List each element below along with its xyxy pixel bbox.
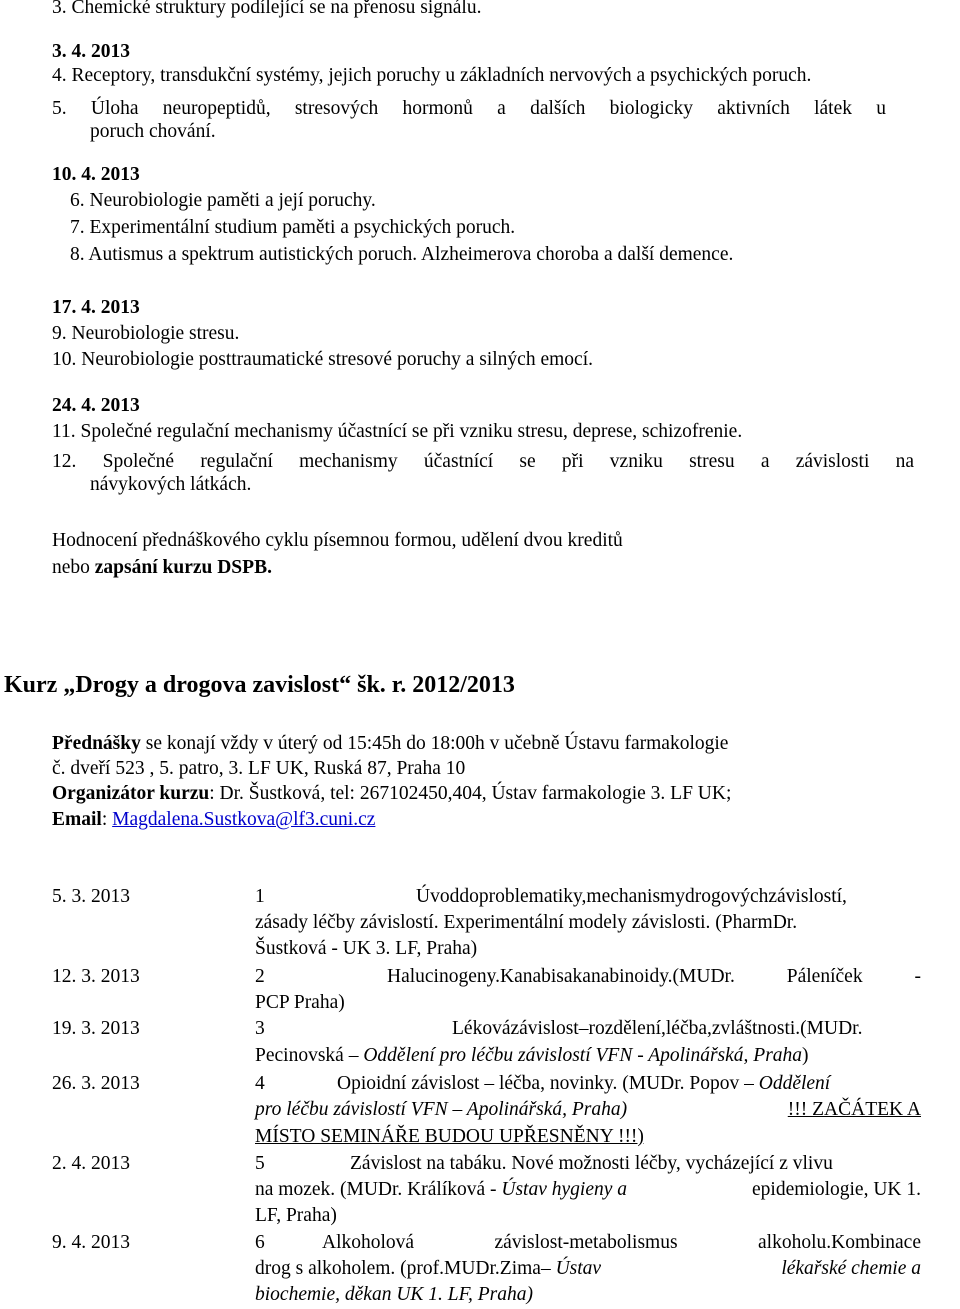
schedule-number: 1 <box>255 886 265 907</box>
schedule-number: 2 <box>255 966 265 987</box>
date-heading: 17. 4. 2013 <box>52 297 140 318</box>
institution-text: Ústav <box>555 1258 602 1279</box>
schedule-topic-cont <box>255 1256 921 1282</box>
schedule-number: 6 <box>255 1232 265 1253</box>
program-item-10: 10. Neurobiologie posttraumatické stresové poruchy a silných emocí. <box>52 349 593 370</box>
schedule-date: 5. 3. 2013 <box>52 886 130 907</box>
program-item-9: 9. Neurobiologie stresu. <box>52 323 240 344</box>
institution-text-cont: epidemiologie, UK 1. <box>752 1179 921 1200</box>
program-item-8: 8. Autismus a spektrum autistických poruch. Alzheimerova choroba a další demence. <box>70 244 734 265</box>
institution-text-cont: lékařské chemie a <box>781 1258 921 1279</box>
date-heading: 3. 4. 2013 <box>52 41 130 62</box>
evaluation-text: Hodnocení přednáškového cyklu písemnou formou, udělení dvou kreditů <box>52 530 623 551</box>
schedule-topic: Halucinogeny.Kanabisakanabinoidy.(MUDr. Páleníček - <box>387 966 921 987</box>
evaluation-text-cont <box>52 556 272 580</box>
schedule-topic-cont: LF, Praha) <box>255 1205 337 1226</box>
course-title: Kurz „Drogy a drogova zavislost“ šk. r. 2012/2013 <box>4 672 515 698</box>
institution-text: pro léčbu závislostí VFN – Apolinářská, Praha) <box>255 1099 628 1120</box>
lecturer-text: na mozek. (MUDr. Králíková - <box>255 1179 502 1200</box>
schedule-number: 3 <box>255 1018 265 1039</box>
closing-paren: ) <box>802 1045 809 1066</box>
program-item-3: 3. Chemické struktury podílející se na přenosu signálu. <box>52 0 482 18</box>
schedule-topic: Závislost na tabáku. Nové možnosti léčby, vycházející z vlivu <box>350 1153 833 1174</box>
schedule-date: 9. 4. 2013 <box>52 1232 130 1253</box>
institution-text: Ústav hygieny a <box>501 1179 628 1200</box>
schedule-date: 12. 3. 2013 <box>52 966 140 987</box>
date-heading: 10. 4. 2013 <box>52 164 140 185</box>
schedule-topic-cont: PCP Praha) <box>255 992 345 1013</box>
lecturer-text: Pecinovská – <box>255 1045 364 1066</box>
schedule-topic: Alkoholová závislost-metabolismus alkoholu.Kombinace <box>322 1232 921 1253</box>
schedule-number: 4 <box>255 1073 265 1094</box>
evaluation-bold: zapsání kurzu DSPB. <box>94 557 272 578</box>
address-line: č. dveří 523 , 5. patro, 3. LF UK, Ruská 87, Praha 10 <box>52 758 466 779</box>
schedule-number: 5 <box>255 1153 265 1174</box>
email-separator: : <box>101 809 113 830</box>
program-item-6: 6. Neurobiologie paměti a její poruchy. <box>70 190 376 211</box>
organizer-text: : Dr. Šustková, tel: 267102450,404, Ústav farmakologie 3. LF UK; <box>209 783 732 804</box>
schedule-date: 19. 3. 2013 <box>52 1018 140 1039</box>
topic-text: Opioidní závislost – léčba, novinky. (MUDr. Popov – <box>337 1073 759 1094</box>
evaluation-prefix: nebo <box>52 557 95 578</box>
organizer-label: Organizátor kurzu <box>52 783 210 804</box>
schedule-topic: Úvoddoproblematiky,mechanismydrogovýchzávislostí, <box>416 886 847 907</box>
schedule-topic-cont: zásady léčby závislostí. Experimentální modely závislosti. (PharmDr. <box>255 912 798 933</box>
schedule-topic <box>337 1071 921 1097</box>
schedule-topic-cont <box>255 1177 921 1203</box>
institution-text: Oddělení pro léčbu závislostí VFN - Apolinářská, Praha <box>363 1045 803 1066</box>
schedule-date: 26. 3. 2013 <box>52 1073 140 1094</box>
schedule-topic-cont <box>255 1043 921 1069</box>
email-label: Email <box>52 809 102 830</box>
program-item-11: 11. Společné regulační mechanismy účastnící se při vzniku stresu, deprese, schizofrenie. <box>52 421 743 442</box>
program-item-7: 7. Experimentální studium paměti a psychických poruch. <box>70 217 516 238</box>
program-item-4: 4. Receptory, transdukční systémy, jejich poruchy u základních nervových a psychických poruch. <box>52 65 812 86</box>
lectures-label: Přednášky <box>52 733 141 754</box>
schedule-topic: Lékovázávislost–rozdělení,léčba,zvláštnosti.(MUDr. <box>452 1018 863 1039</box>
organizer-line <box>52 782 731 806</box>
schedule-topic-cont <box>255 1097 921 1123</box>
program-item-5: 5. Úloha neuropeptidů, stresových hormonů a dalších biologicky aktivních látek u <box>52 98 886 119</box>
schedule-topic-cont: biochemie, děkan UK 1. LF, Praha) <box>255 1284 534 1305</box>
notice-text-cont: MÍSTO SEMINÁŘE BUDOU UPŘESNĚNY !!!) <box>255 1126 644 1147</box>
lectures-text: se konají vždy v úterý od 15:45h do 18:00h v učebně Ústavu farmakologie <box>140 733 729 754</box>
lectures-line <box>52 732 728 756</box>
program-item-12-cont: návykových látkách. <box>90 474 252 495</box>
schedule-topic-cont: Šustková - UK 3. LF, Praha) <box>255 938 478 959</box>
program-item-12: 12. Společné regulační mechanismy účastnící se při vzniku stresu a závislosti na <box>52 451 914 472</box>
notice-text: !!! ZAČÁTEK A <box>787 1099 921 1120</box>
date-heading: 24. 4. 2013 <box>52 395 140 416</box>
program-item-5-cont: poruch chování. <box>90 121 216 142</box>
email-link[interactable]: Magdalena.Sustkova@lf3.cuni.cz <box>112 809 376 830</box>
schedule-date: 2. 4. 2013 <box>52 1153 130 1174</box>
lecturer-text: drog s alkoholem. (prof.MUDr.Zima– <box>255 1258 556 1279</box>
institution-text: Oddělení <box>758 1073 831 1094</box>
email-line <box>52 808 375 832</box>
